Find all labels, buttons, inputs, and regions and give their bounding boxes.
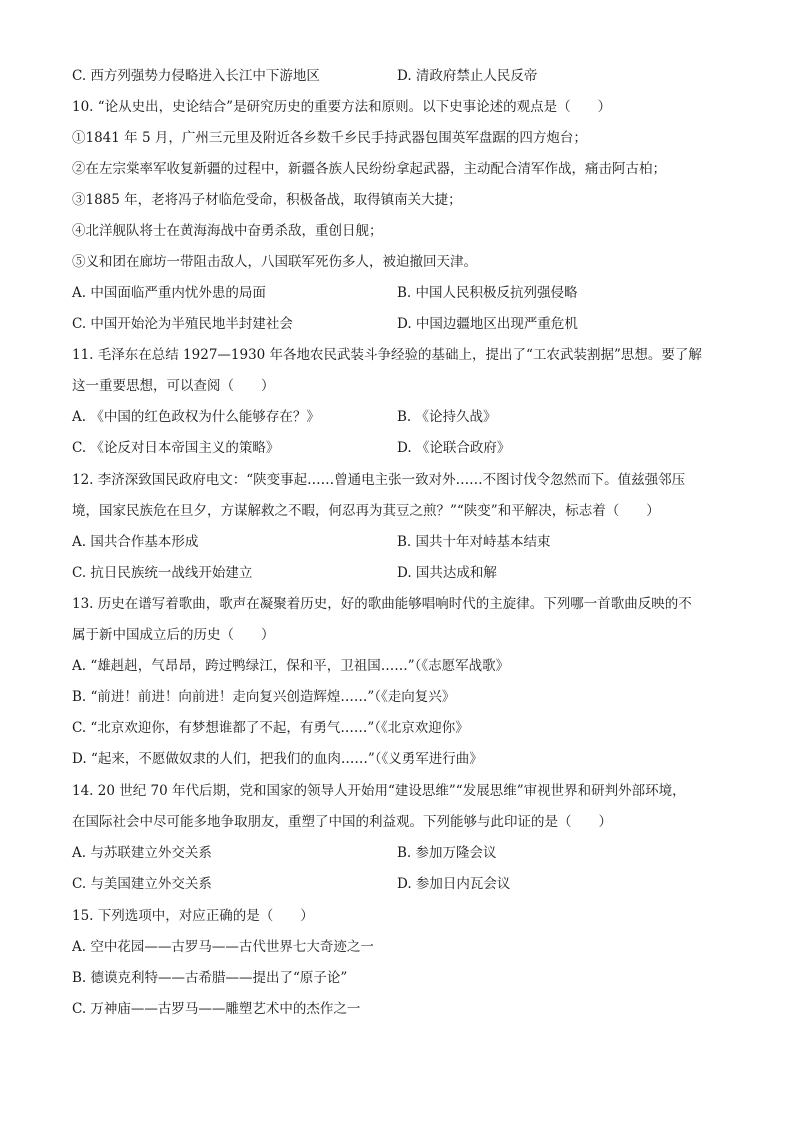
- question-10-option-d: D. 中国边疆地区出现严重危机: [397, 316, 578, 332]
- question-13-stem-cont: 属于新中国成立后的历史（ ）: [72, 627, 275, 643]
- question-14-stem-cont: 在国际社会中尽可能多地争取朋友，重塑了中国的利益观。下列能够与此印证的是（ ）: [72, 814, 612, 830]
- question-15-option-a: A. 空中花园——古罗马——古代世界七大奇迹之一: [72, 939, 374, 955]
- question-14-stem: 14. 20 世纪 70 年代后期，党和国家的领导人开始用“建设思维”“发展思维”审视世界和研判外部环境，: [72, 783, 686, 799]
- question-11-option-b: B. 《论持久战》: [397, 409, 497, 425]
- question-13-option-a: A. “雄赳赳，气昂昂，跨过鸭绿江，保和平，卫祖国……”（《志愿军战歌》: [72, 658, 510, 674]
- question-12-stem: 12. 李济深致国民政府电文：“陕变事起……曾通电主张一致对外……不图讨伐令忽然而下。值兹强邻压: [72, 472, 686, 488]
- question-11-stem-cont: 这一重要思想，可以查阅（ ）: [72, 378, 275, 394]
- question-15-stem: 15. 下列选项中，对应正确的是（ ）: [72, 908, 314, 924]
- question-10-item-1: ①1841 年 5 月，广州三元里及附近各乡数千乡民手持武器包围英军盘踞的四方炮台；: [72, 130, 587, 146]
- question-14-option-c: C. 与美国建立外交关系: [72, 876, 212, 892]
- option-c: C. 西方列强势力侵略进入长江中下游地区: [72, 68, 320, 84]
- question-10-option-c: C. 中国开始沦为半殖民地半封建社会: [72, 316, 293, 332]
- question-14-option-d: D. 参加日内瓦会议: [397, 876, 511, 892]
- question-10-option-a: A. 中国面临严重内忧外患的局面: [72, 285, 266, 301]
- question-14-option-a: A. 与苏联建立外交关系: [72, 845, 212, 861]
- question-10-item-3: ③1885 年，老将冯子材临危受命，积极备战，取得镇南关大捷；: [72, 192, 462, 208]
- question-11-option-c: C. 《论反对日本帝国主义的策略》: [72, 440, 280, 456]
- question-15-option-b: B. 德谟克利特——古希腊——提出了“原子论”: [72, 970, 348, 986]
- question-14-option-b: B. 参加万隆会议: [397, 845, 497, 861]
- question-15-option-c: C. 万神庙——古罗马——雕塑艺术中的杰作之一: [72, 1001, 361, 1017]
- question-12-option-c: C. 抗日民族统一战线开始建立: [72, 565, 253, 581]
- question-10-item-4: ④北洋舰队将士在黄海海战中奋勇杀敌，重创日舰；: [72, 223, 383, 239]
- question-10-option-b: B. 中国人民积极反抗列强侵略: [397, 285, 578, 301]
- question-13-option-b: B. “前进！前进！向前进！走向复兴创造辉煌……”（《走向复兴》: [72, 689, 456, 705]
- question-10-stem: 10. “论从史出，史论结合”是研究历史的重要方法和原则。以下史事论述的观点是（ ）: [72, 99, 612, 115]
- question-12-option-b: B. 国共十年对峙基本结束: [397, 534, 551, 550]
- question-11-stem: 11. 毛泽东在总结 1927—1930 年各地农民武装斗争经验的基础上，提出了“工农武装割据”思想。要了解: [72, 347, 702, 363]
- question-12-option-a: A. 国共合作基本形成: [72, 534, 199, 550]
- question-13-option-d: D. “起来，不愿做奴隶的人们，把我们的血肉……”（《义勇军进行曲》: [72, 751, 483, 767]
- option-d: D. 清政府禁止人民反帝: [397, 68, 538, 84]
- question-11-option-d: D. 《论联合政府》: [397, 440, 511, 456]
- question-13-option-c: C. “北京欢迎你，有梦想谁都了不起，有勇气……”（《北京欢迎你》: [72, 720, 469, 736]
- question-12-stem-cont: 境，国家民族危在旦夕，方谋解救之不暇，何忍再为萁豆之煎？”“陕变”和平解决，标志着（ ）: [72, 503, 660, 519]
- question-11-option-a: A. 《中国的红色政权为什么能够存在？》: [72, 409, 320, 425]
- question-12-option-d: D. 国共达成和解: [397, 565, 497, 581]
- question-10-item-2: ②在左宗棠率军收复新疆的过程中，新疆各族人民纷纷拿起武器，主动配合清军作战，痛击阿古柏；: [72, 161, 666, 177]
- question-13-stem: 13. 历史在谱写着歌曲，歌声在凝聚着历史，好的歌曲能够唱响时代的主旋律。下列哪一首歌曲反映的不: [72, 596, 692, 612]
- question-10-item-5: ⑤义和团在廊坊一带阻击敌人，八国联军死伤多人，被迫撤回天津。: [72, 254, 477, 270]
